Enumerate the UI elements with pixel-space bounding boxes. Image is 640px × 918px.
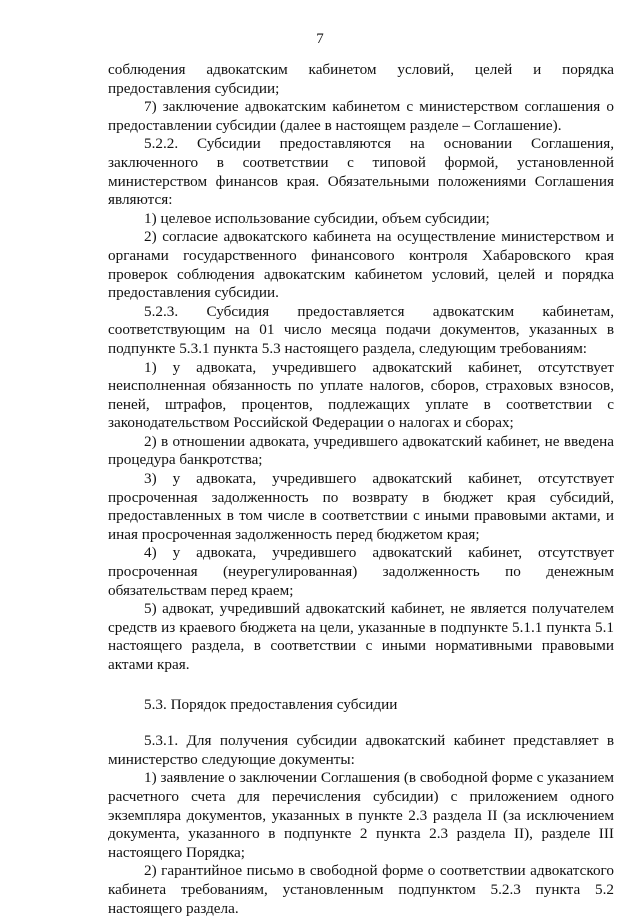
paragraph-5-3-1-item-1: 1) заявление о заключении Соглашения (в свободной форме с указанием расчетного счета для перечисления субсидии) с приложением одного экземпляра документов, указанных в пункте 2.3 раздела II (за исключением документа, указанного в подпункте 2 пункта 2.3 раздела II), разделе III настоящего Порядка; xyxy=(108,769,614,861)
page-number: 7 xyxy=(316,31,324,47)
paragraph-5-2-3-item-3: 3) у адвоката, учредившего адвокатский кабинет, отсутствует просроченная задолженность по возврату в бюджет края субсидий, предоставленных в том числе в соответствии с иными правовыми актами, и иная просроченная задолженность перед бюджетом края; xyxy=(108,470,614,543)
paragraph-continuation: соблюдения адвокатским кабинетом условий, целей и порядка предоставления субсидии; xyxy=(108,61,614,97)
paragraph-item-7: 7) заключение адвокатским кабинетом с министерством соглашения о предоставлении субсидии (далее в настоящем разделе – Соглашение). xyxy=(108,98,614,134)
paragraph-5-2-2-item-1: 1) целевое использование субсидии, объем субсидии; xyxy=(144,209,490,227)
paragraph-5-2-3-item-1: 1) у адвоката, учредившего адвокатский кабинет, отсутствует неисполненная обязанность по уплате налогов, сборов, страховых взносов, пеней, штрафов, процентов, подлежащих уплате в соответствии с законодательством Российской Федерации о налогах и сборах; xyxy=(108,358,614,432)
paragraph-5-3-1: 5.3.1. Для получения субсидии адвокатский кабинет представляет в министерство следующие документы: xyxy=(108,732,614,768)
paragraph-5-2-3: 5.2.3. Субсидия предоставляется адвокатским кабинетам, соответствующим на 01 число месяца подачи документов, указанных в подпункте 5.3.1 пункта 5.3 настоящего раздела, следующим требованиям: xyxy=(108,302,614,357)
document-body xyxy=(108,61,614,918)
paragraph-5-3-1-item-2: 2) гарантийное письмо в свободной форме о соответствии адвокатского кабинета требованиям, установленным подпунктом 5.2.3 пункта 5.2 настоящего раздела. xyxy=(108,862,614,917)
paragraph-5-2-2: 5.2.2. Субсидии предоставляются на основании Соглашения, заключенного в соответствии с типовой формой, установленной министерством финансов края. Обязательными положениями Соглашения являются: xyxy=(108,135,614,209)
paragraph-5-2-2-item-2: 2) согласие адвокатского кабинета на осуществление министерством и органами государственного финансового контроля Хабаровского края проверок соблюдения адвокатским кабинетом условий, целей и порядка предоставления субсидии. xyxy=(108,228,614,302)
section-heading-5-3: 5.3. Порядок предоставления субсидии xyxy=(144,695,398,713)
paragraph-5-2-3-item-2: 2) в отношении адвоката, учредившего адвокатский кабинет, не введена процедура банкротства; xyxy=(108,432,614,469)
paragraph-5-2-3-item-4: 4) у адвоката, учредившего адвокатский кабинет, отсутствует просроченная (неурегулированная) задолженность по денежным обязательствам перед краем; xyxy=(108,544,614,599)
paragraph-5-2-3-item-5: 5) адвокат, учредивший адвокатский кабинет, не является получателем средств из краевого бюджета на цели, указанные в подпункте 5.1.1 пункта 5.1 настоящего раздела, в соответствии с иными нормативными правовыми актами края. xyxy=(108,600,614,673)
